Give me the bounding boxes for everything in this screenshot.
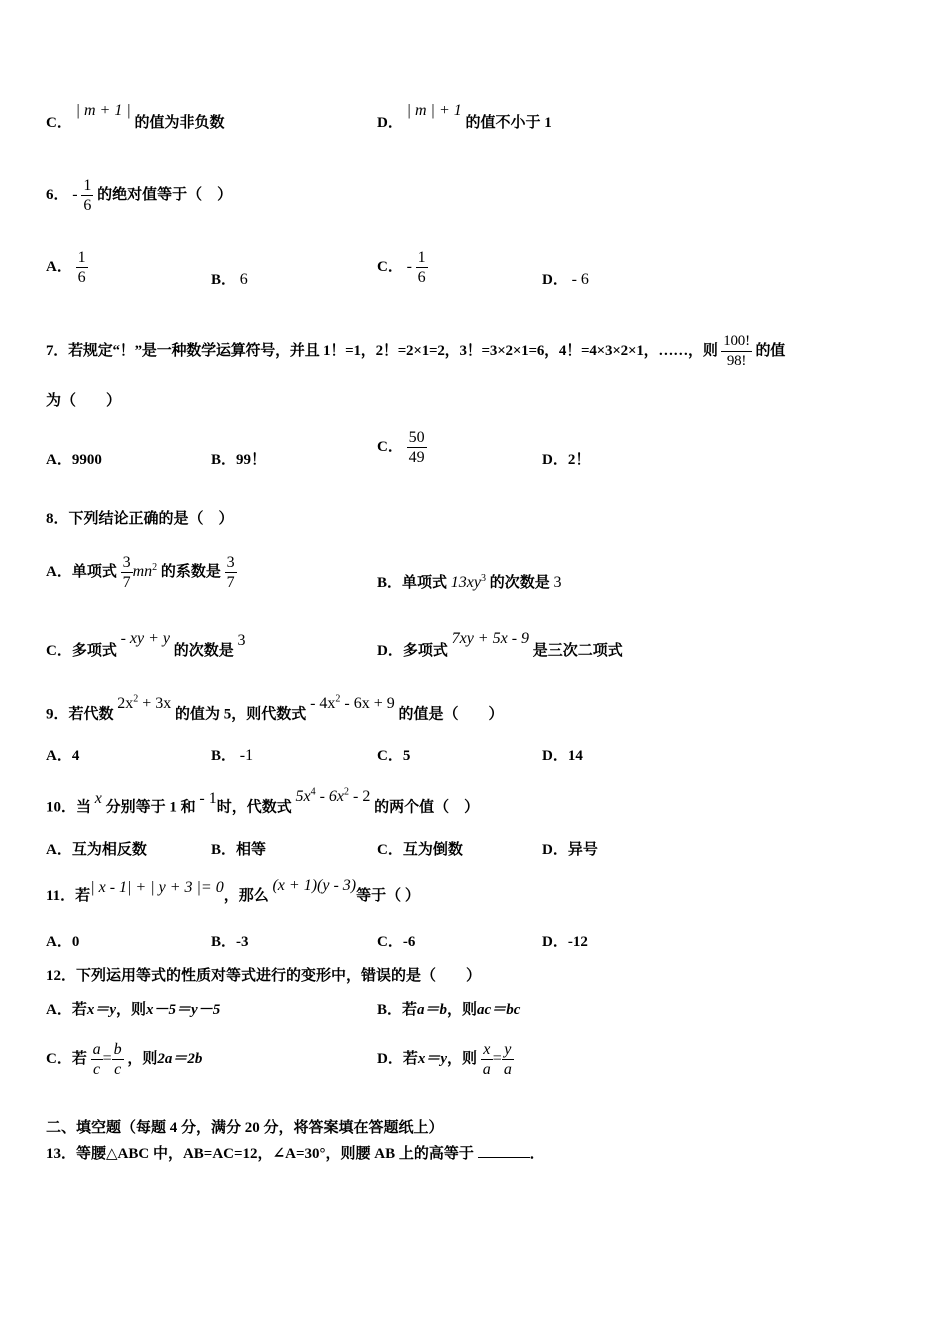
- q12-option-c: [46, 1036, 202, 1082]
- math-expression: | m | + 1: [406, 102, 462, 119]
- option-text: 的次数是: [489, 575, 550, 591]
- q7-stem-line2: 为（ ）: [46, 393, 122, 409]
- fraction: $\frac{x}{a}$: [482, 1041, 491, 1079]
- q11-option-a: A．0: [46, 934, 80, 950]
- option-label: D．: [377, 115, 403, 131]
- q12-option-b: [377, 1000, 520, 1020]
- option-label: B．: [211, 748, 237, 764]
- q8-option-d: [377, 630, 623, 661]
- question-text: 的绝对值等于（ ）: [97, 187, 233, 203]
- q9-option-c: C．5: [377, 748, 411, 764]
- equals-sign: =: [102, 1050, 112, 1067]
- q11-option-d: D．-12: [542, 934, 588, 950]
- option-text: 是三次二项式: [532, 643, 623, 659]
- math-expression: x＝y: [86, 1002, 117, 1018]
- minus-sign: -: [406, 258, 412, 275]
- q8-option-c: [46, 630, 246, 661]
- math-expression: (x + 1)(y - 3): [272, 877, 357, 894]
- q11-option-c: C．-6: [377, 934, 416, 950]
- math-expression: | m + 1 |: [75, 102, 131, 119]
- option-text: ，则: [127, 1051, 158, 1067]
- math-value: - 1: [199, 790, 217, 808]
- q6-option-d: [542, 270, 589, 290]
- q12-option-d: [377, 1036, 514, 1082]
- q10-stem: [46, 787, 480, 817]
- option-label: A．若: [46, 1002, 87, 1018]
- exponent: 2: [152, 562, 158, 573]
- option-text: 的次数是: [173, 643, 234, 659]
- option-value: 6: [239, 271, 248, 288]
- option-label: A．单项式: [46, 564, 117, 580]
- option-text: 的值为非负数: [134, 115, 225, 131]
- q8-stem: 8．下列结论正确的是（ ）: [46, 511, 234, 527]
- math-expression: x－5＝y－5: [146, 1002, 221, 1018]
- question-text: 的值是（ ）: [398, 706, 504, 723]
- q6-option-c: [377, 244, 428, 290]
- fraction: $\frac{100!}{98!}$: [723, 333, 750, 370]
- math-variable: x: [94, 790, 102, 808]
- option-label: C．: [46, 115, 72, 131]
- fraction: $\frac{1}{6}$: [77, 249, 86, 287]
- q7-option-d: D．2！: [542, 452, 591, 468]
- exponent: 3: [480, 573, 486, 584]
- q13-stem: [46, 1143, 545, 1164]
- fraction: $\frac{a}{c}$: [92, 1041, 101, 1079]
- q7-option-c: [377, 424, 427, 470]
- q9-stem: [46, 694, 504, 724]
- question-number: 6．: [46, 187, 69, 203]
- q9-option-b: [211, 746, 253, 766]
- q11-stem: [46, 877, 420, 906]
- q6-option-a: [46, 244, 88, 290]
- option-label: A．: [46, 259, 72, 275]
- question-text: 9．若代数: [46, 706, 114, 723]
- option-value: 3: [553, 574, 562, 591]
- option-text: ，则: [447, 1002, 478, 1018]
- math-expression: 7xy + 5x - 9: [451, 630, 530, 647]
- math-expression: - xy + y: [120, 630, 171, 647]
- fraction: $\frac{3}{7}$: [226, 554, 235, 592]
- q6-stem: [46, 172, 232, 218]
- q11-option-b: B．-3: [211, 934, 249, 950]
- q7-stem: [46, 328, 785, 374]
- math-expression: ac＝bc: [477, 1002, 521, 1018]
- option-text: 的值不小于 1: [465, 115, 552, 131]
- question-text: ，那么: [223, 888, 269, 904]
- fraction: $\frac{50}{49}$: [408, 429, 425, 467]
- math-expression: - $4x^2 - 6x + 9$: [310, 694, 395, 713]
- answer-blank[interactable]: [478, 1143, 530, 1158]
- q7-option-a: A．9900: [46, 452, 102, 468]
- option-label: C．: [377, 439, 403, 455]
- question-text: 的值为 5，则代数式: [175, 706, 307, 723]
- q8-option-b: [377, 569, 561, 593]
- fraction: $\frac{b}{c}$: [113, 1041, 122, 1079]
- q5-option-d: [377, 102, 552, 133]
- option-value: 3: [237, 632, 246, 649]
- question-text: 等于（ ）: [356, 888, 420, 904]
- question-text: 时，代数式: [216, 799, 292, 816]
- option-label: D．: [542, 272, 568, 288]
- q10-option-b: B．相等: [211, 842, 267, 858]
- q12-option-a: [46, 1000, 220, 1020]
- math-expression: $5x^4 - 6x^2 - 2$: [295, 787, 371, 806]
- option-value: - 6: [571, 271, 589, 288]
- math-expression: | x - 1| + | y + 3 |= 0: [90, 879, 224, 896]
- equals-sign: =: [492, 1050, 502, 1067]
- minus-sign: -: [72, 186, 78, 203]
- option-label: C．: [377, 259, 403, 275]
- option-text: 的系数是: [160, 564, 221, 580]
- math-variable: mn: [132, 563, 153, 580]
- q9-option-d: D．14: [542, 748, 583, 764]
- option-text: ，则: [116, 1002, 147, 1018]
- option-label: D．若: [377, 1051, 418, 1067]
- option-label: C．多项式: [46, 643, 117, 659]
- math-expression: 2a＝2b: [157, 1051, 203, 1067]
- q12-stem: 12．下列运用等式的性质对等式进行的变形中，错误的是（ ）: [46, 968, 482, 984]
- option-text: ，则: [447, 1051, 478, 1067]
- q8-option-a: [46, 545, 237, 595]
- math-expression: 13xy: [450, 574, 481, 591]
- option-label: D．多项式: [377, 643, 448, 659]
- q10-option-d: D．异号: [542, 842, 598, 858]
- fraction: $\frac{y}{a}$: [503, 1041, 512, 1079]
- q10-option-c: C．互为倒数: [377, 842, 463, 858]
- option-value: -1: [239, 747, 254, 764]
- question-text: 分别等于 1 和: [105, 799, 196, 816]
- option-label: B．若: [377, 1002, 418, 1018]
- q5-option-c: [46, 102, 225, 133]
- option-label: B．: [211, 272, 237, 288]
- question-text: 13．等腰△ABC 中，AB=AC=12，∠A=30°，则腰 AB 上的高等于: [46, 1146, 474, 1162]
- q6-option-b: [211, 270, 248, 290]
- question-text: 10．当: [46, 799, 92, 816]
- math-expression: $2x^2 + 3x$: [117, 694, 172, 713]
- math-expression: x＝y: [417, 1051, 448, 1067]
- question-text: 11．若: [46, 888, 91, 904]
- question-text-tail: 的值: [755, 343, 786, 359]
- question-text: 的两个值（ ）: [374, 799, 480, 816]
- question-text: 7．若规定“！”是一种数学运算符号，并且 1！=1，2！=2×1=2，3！=3×2×1=6，4！=4×3×2×1，……，则: [46, 343, 718, 359]
- q9-option-a: A．4: [46, 748, 80, 764]
- q10-option-a: A．互为相反数: [46, 842, 147, 858]
- section-heading: 二、填空题（每题 4 分，满分 20 分，将答案填在答题纸上）: [46, 1120, 444, 1136]
- question-text-tail: ．: [529, 1146, 545, 1162]
- option-label: B．单项式: [377, 575, 448, 591]
- fraction: $\frac{1}{6}$: [417, 249, 426, 287]
- math-expression: a＝b: [417, 1002, 448, 1018]
- fraction: $\frac{1}{6}$: [83, 177, 92, 215]
- fraction: $\frac{3}{7}$: [122, 554, 131, 592]
- option-label: C．若: [46, 1051, 87, 1067]
- q7-option-b: B．99！: [211, 452, 267, 468]
